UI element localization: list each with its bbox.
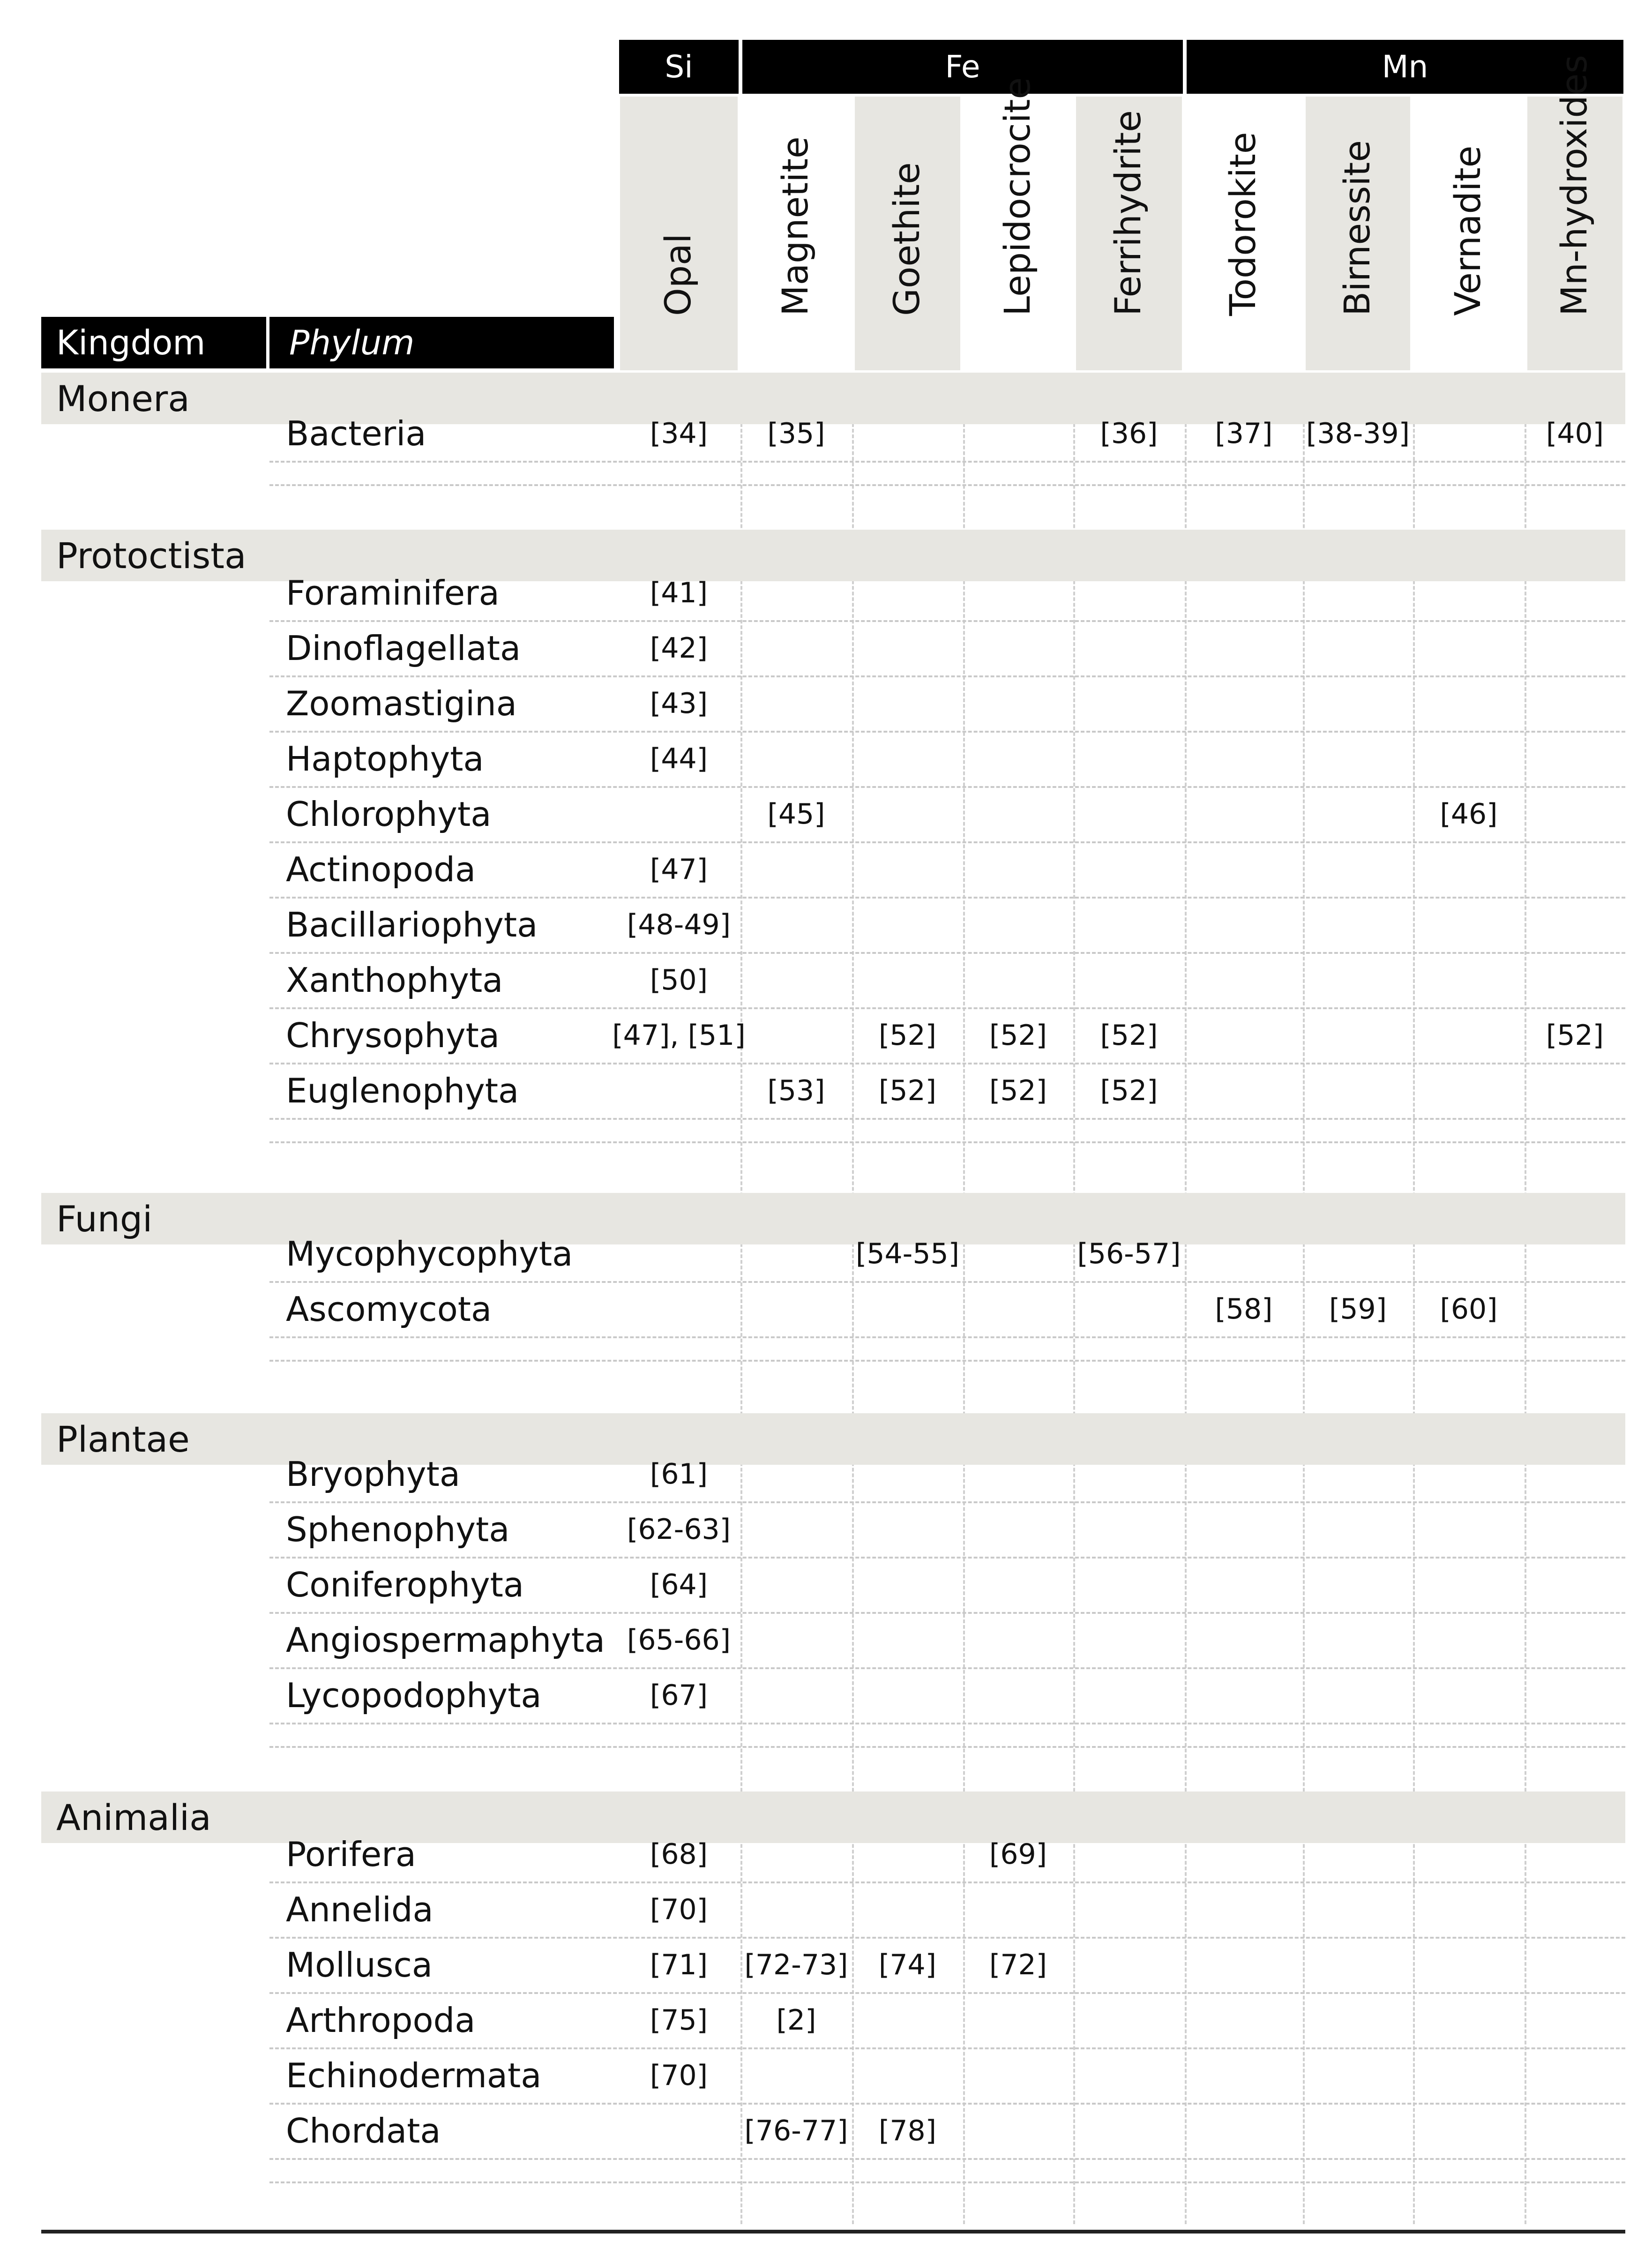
row-divider (269, 1723, 1625, 1724)
group-header-fe: Fe (742, 40, 1183, 94)
reference-cell: [72] (989, 1949, 1047, 1981)
reference-cell: [59] (1329, 1293, 1387, 1326)
kingdom-name: Monera (56, 377, 190, 420)
reference-cell: [34] (650, 417, 708, 450)
row-divider (269, 2103, 1625, 2105)
phylum-name: Actinopoda (286, 850, 476, 889)
reference-cell: [60] (1440, 1293, 1498, 1326)
column-header (1073, 97, 1185, 370)
reference-cell: [62-63] (627, 1513, 731, 1546)
phylum-name: Sphenophyta (286, 1510, 510, 1549)
group-header-mn: Mn (1187, 40, 1623, 94)
reference-cell: [36] (1100, 417, 1158, 450)
column-header (852, 97, 963, 370)
row-divider (269, 1007, 1625, 1009)
reference-cell: [70] (650, 2059, 708, 2092)
column-header (1413, 97, 1525, 370)
phylum-name: Zoomastigina (286, 684, 517, 723)
column-header-label: Goethite (885, 162, 927, 316)
phylum-name: Dinoflagellata (286, 629, 521, 668)
phylum-name: Annelida (286, 1890, 434, 1929)
row-divider (269, 1881, 1625, 1883)
column-header-label: Todorokite (1222, 132, 1263, 316)
kingdom-band (41, 530, 1625, 581)
row-divider (269, 731, 1625, 733)
kingdom-band (41, 1413, 1625, 1465)
phylum-name: Bacteria (286, 414, 426, 453)
reference-cell: [48-49] (627, 908, 731, 941)
reference-cell: [50] (650, 964, 708, 997)
row-divider (269, 2047, 1625, 2049)
reference-cell: [52] (878, 1019, 937, 1052)
row-divider (269, 2181, 1625, 2183)
phylum-name: Foraminifera (286, 573, 500, 613)
bottom-rule (41, 2230, 1625, 2234)
header-kingdom: Kingdom (41, 317, 266, 368)
reference-cell: [56-57] (1077, 1237, 1181, 1270)
kingdom-band (41, 1193, 1625, 1244)
kingdom-name: Fungi (56, 1198, 153, 1240)
reference-cell: [72-73] (744, 1949, 848, 1981)
reference-cell: [69] (989, 1838, 1047, 1871)
row-divider (269, 1501, 1625, 1503)
column-divider (1525, 373, 1526, 2224)
reference-cell: [44] (650, 742, 708, 775)
row-divider (269, 897, 1625, 899)
column-header (1525, 55, 1625, 370)
reference-cell: [2] (776, 2004, 816, 2037)
reference-cell: [52] (1546, 1019, 1604, 1052)
row-divider (269, 484, 1625, 486)
phylum-name: Bacillariophyta (286, 905, 538, 944)
row-divider (269, 2158, 1625, 2160)
column-header-label: Ferrihydrite (1107, 110, 1149, 316)
reference-cell: [47] (650, 853, 708, 886)
reference-cell: [35] (767, 417, 825, 450)
row-divider (269, 1063, 1625, 1064)
column-header-label: Lepidocrocite (996, 77, 1038, 316)
column-header-label: Magnetite (774, 136, 816, 316)
row-divider (269, 1360, 1625, 1362)
row-divider (269, 1612, 1625, 1614)
reference-cell: [41] (650, 577, 708, 609)
row-divider (269, 620, 1625, 622)
row-divider (269, 461, 1625, 463)
reference-cell: [61] (650, 1458, 708, 1491)
column-header (963, 77, 1073, 370)
phylum-name: Ascomycota (286, 1289, 492, 1329)
reference-cell: [53] (767, 1074, 825, 1107)
reference-cell: [68] (650, 1838, 708, 1871)
phylum-name: Chrysophyta (286, 1016, 500, 1055)
reference-cell: [43] (650, 687, 708, 720)
row-divider (269, 952, 1625, 954)
kingdom-name: Animalia (56, 1796, 211, 1838)
reference-cell: [52] (989, 1019, 1047, 1052)
reference-cell: [75] (650, 2004, 708, 2037)
column-header (1303, 97, 1413, 370)
reference-cell: [52] (878, 1074, 937, 1107)
row-divider (269, 1667, 1625, 1669)
kingdom-band (41, 1791, 1625, 1843)
reference-cell: [47], [51] (612, 1019, 746, 1052)
kingdom-name: Plantae (56, 1418, 190, 1460)
reference-cell: [64] (650, 1568, 708, 1601)
column-header-label: Mn-hydroxides (1553, 55, 1595, 316)
column-header-label: Birnessite (1336, 140, 1378, 316)
phylum-name: Arthropoda (286, 2001, 476, 2040)
phylum-name: Mollusca (286, 1945, 433, 1985)
phylum-name: Euglenophyta (286, 1071, 519, 1110)
kingdom-name: Protoctista (56, 534, 247, 577)
reference-cell: [38-39] (1306, 417, 1410, 450)
reference-cell: [52] (989, 1074, 1047, 1107)
row-divider (269, 1336, 1625, 1338)
reference-cell: [54-55] (855, 1237, 960, 1270)
row-divider (269, 1746, 1625, 1748)
row-divider (269, 1118, 1625, 1120)
column-header-label: Vernadite (1447, 145, 1488, 316)
reference-cell: [65-66] (627, 1624, 731, 1656)
row-divider (269, 1992, 1625, 1994)
phylum-name: Coniferophyta (286, 1565, 524, 1604)
phylum-name: Porifera (286, 1835, 416, 1874)
reference-cell: [58] (1215, 1293, 1273, 1326)
phylum-name: Angiospermaphyta (286, 1620, 605, 1660)
row-divider (269, 1557, 1625, 1559)
reference-cell: [52] (1100, 1074, 1158, 1107)
reference-cell: [76-77] (744, 2114, 848, 2147)
phylum-name: Echinodermata (286, 2056, 542, 2095)
reference-cell: [67] (650, 1679, 708, 1712)
row-divider (269, 1281, 1625, 1283)
reference-cell: [45] (767, 798, 825, 831)
row-divider (269, 841, 1625, 843)
phylum-name: Xanthophyta (286, 960, 503, 1000)
row-divider (269, 675, 1625, 677)
column-header (740, 97, 852, 370)
reference-cell: [70] (650, 1893, 708, 1926)
phylum-name: Mycophycophyta (286, 1234, 573, 1274)
phylum-name: Bryophyta (286, 1454, 460, 1494)
reference-cell: [52] (1100, 1019, 1158, 1052)
row-divider (269, 1141, 1625, 1143)
row-divider (269, 786, 1625, 788)
column-header (617, 97, 740, 370)
column-divider (1073, 373, 1075, 2224)
group-header-si: Si (619, 40, 739, 94)
phylum-name: Haptophyta (286, 739, 484, 779)
reference-cell: [71] (650, 1949, 708, 1981)
reference-cell: [37] (1215, 417, 1273, 450)
row-divider (269, 1937, 1625, 1939)
reference-cell: [46] (1440, 798, 1498, 831)
reference-cell: [74] (878, 1949, 937, 1981)
phylum-name: Chlorophyta (286, 794, 492, 834)
reference-cell: [40] (1546, 417, 1604, 450)
reference-cell: [78] (878, 2114, 937, 2147)
column-header (1185, 97, 1303, 370)
header-phylum: Phylum (269, 317, 614, 368)
column-header-label: Opal (657, 233, 699, 316)
reference-cell: [42] (650, 632, 708, 665)
phylum-name: Chordata (286, 2111, 441, 2151)
phylum-name: Lycopodophyta (286, 1676, 542, 1715)
